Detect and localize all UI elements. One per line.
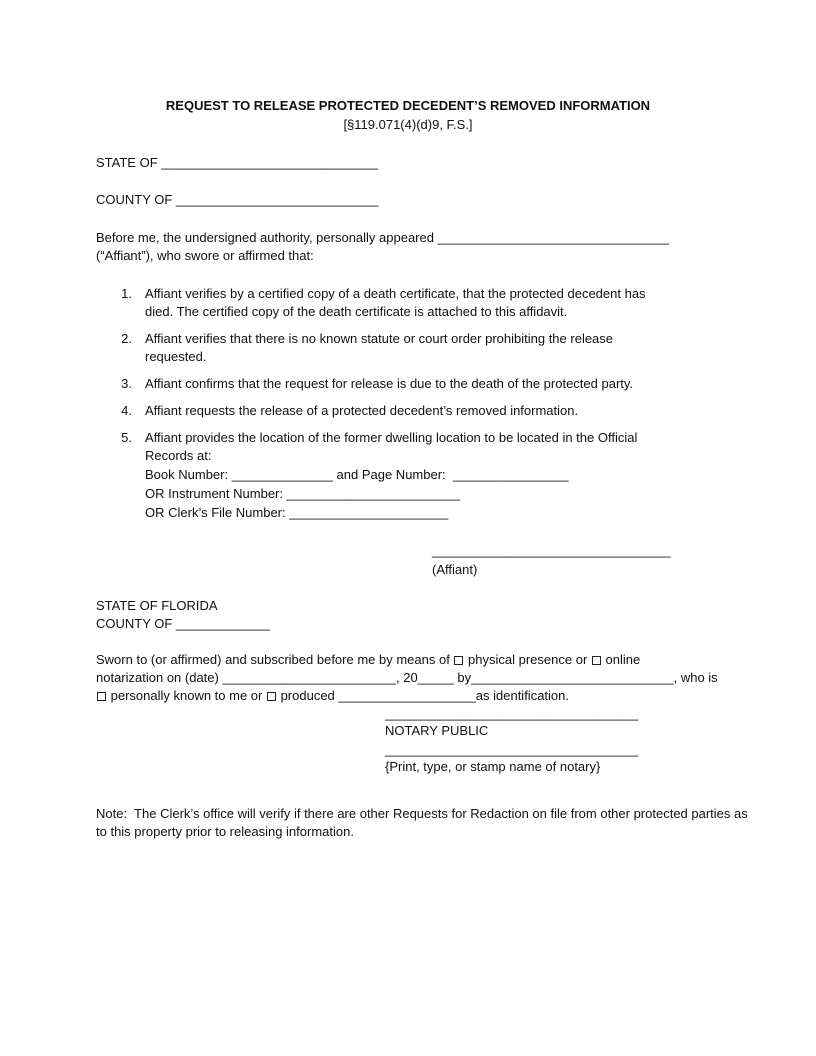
item-text: Affiant provides the location of the former dwelling location to be located in the Official [145,430,638,445]
item-text: Affiant verifies by a certified copy of a death certificate, that the protected decedent has [145,286,646,301]
book-page-field: Book Number: ______________ and Page Number: ________________ [145,467,569,482]
note-text-line1: Note: The Clerk’s office will verify if there are other Requests for Redaction on file from other protected parties as [96,806,748,821]
affiant-label: (Affiant) [432,562,478,577]
item-text: requested. [145,349,207,364]
notary-name-label: {Print, type, or stamp name of notary} [385,759,601,774]
item-text: died. The certified copy of the death certificate is attached to this affidavit. [145,304,568,319]
physical-presence-checkbox [454,656,463,665]
item-text: Records at: [145,448,212,463]
item-number: 2. [121,331,132,346]
online-notarization-checkbox [592,656,601,665]
note-text-line2: to this property prior to releasing information. [96,824,354,839]
notary-signature-line: ___________________________________ [385,706,639,721]
county-of-field: COUNTY OF ____________________________ [96,192,379,207]
item-number: 4. [121,403,132,418]
statute-reference: [§119.071(4)(d)9, F.S.] [343,117,473,132]
item-number: 3. [121,376,132,391]
notary-county-field: COUNTY OF _____________ [96,616,270,631]
sworn-text-line3: personally known to me or produced ___________________as identification. [96,687,569,705]
sworn-text-line1: Sworn to (or affirmed) and subscribed before me by means of physical presence or online [96,652,641,667]
produced-id-checkbox [267,692,276,701]
notary-state: STATE OF FLORIDA [96,598,218,613]
notary-public-label: NOTARY PUBLIC [385,723,489,738]
sworn-text-line2: notarization on (date) ________________________, 20_____ by____________________________, who is [96,670,718,685]
item-number: 5. [121,430,132,445]
affiant-signature-line: _________________________________ [432,543,671,558]
item-text: Affiant verifies that there is no known statute or court order prohibiting the release [145,331,614,346]
item-text: Affiant requests the release of a protected decedent’s removed information. [145,403,579,418]
document-title: REQUEST TO RELEASE PROTECTED DECEDENT’S REMOVED INFORMATION [165,98,651,113]
notary-name-line: ___________________________________ [385,742,639,757]
intro-text-line1: Before me, the undersigned authority, personally appeared ________________________________ [96,230,669,245]
item-number: 1. [121,286,132,301]
instrument-number-field: OR Instrument Number: ________________________ [145,486,461,501]
clerk-file-number-field: OR Clerk’s File Number: ______________________ [145,505,449,520]
personally-known-checkbox [97,692,106,701]
intro-text-line2: (“Affiant”), who swore or affirmed that: [96,248,314,263]
item-text: Affiant confirms that the request for release is due to the death of the protected party. [145,376,634,391]
state-of-field: STATE OF ______________________________ [96,155,379,170]
